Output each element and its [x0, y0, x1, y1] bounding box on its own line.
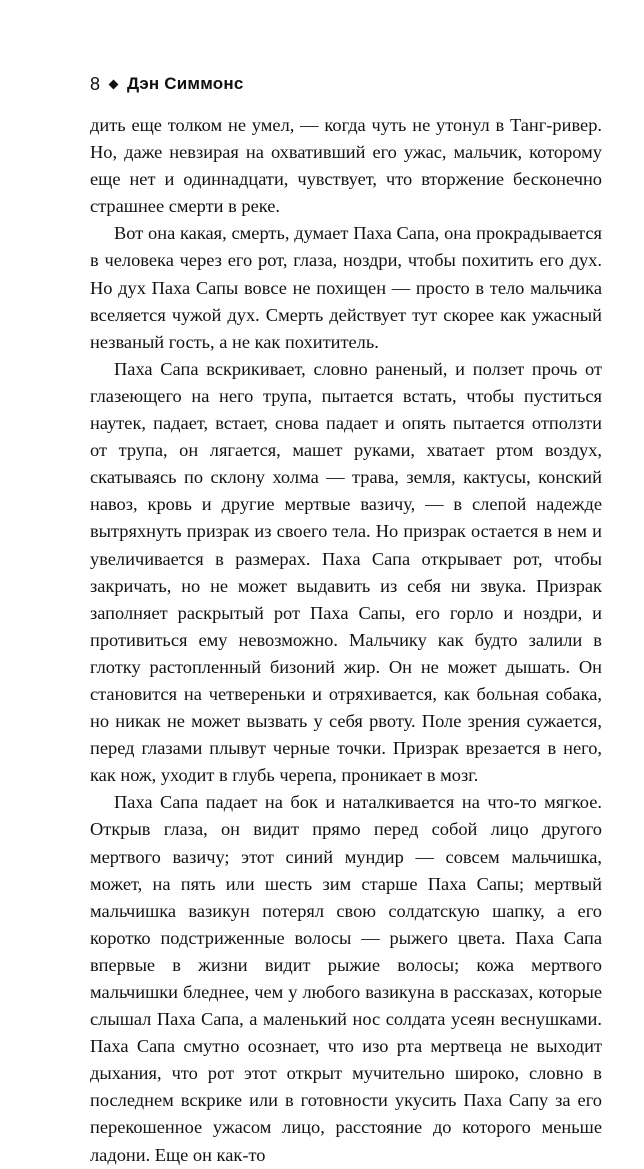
diamond-icon	[109, 79, 119, 89]
paragraph: Паха Сапа вскрикивает, словно раненый, и ползет прочь от глазеющего на него трупа, пытается встать, чтобы пуститься наутек, падает, встает, снова падает и опять пытается отползти от трупа, он лягается, машет руками, хватает ртом воздух, скатываясь по склону холма — трава, земля, кактусы, конский навоз, кровь и другие мертвые вазичу, — в слепой надежде вытряхнуть призрак из своего тела. Но призрак остается в нем и увеличивается в размерах. Паха Сапа открывает рот, чтобы закричать, но не может выдавить из себя ни звука. Призрак заполняет раскрытый рот Паха Сапы, его горло и ноздри, и противиться ему невозможно. Мальчику как будто залили в глотку растопленный бизоний жир. Он не может дышать. Он становится на четвереньки и отряхивается, как больная собака, но никак не может вызвать у себя рвоту. Поле зрения сужается, перед глазами плывут черные точки. Призрак врезается в него, как нож, уходит в глубь черепа, проникает в мозг.	[90, 358, 602, 786]
running-header	[90, 72, 243, 96]
body-text	[90, 112, 602, 1169]
paragraph: Паха Сапа падает на бок и наталкивается на что-то мягкое. Открыв глаза, он видит прямо перед собой лицо другого мертвого вазичу; этот синий мундир — совсем мальчишка, может, на пять или шесть зим старше Паха Сапы; мертвый мальчишка вазикун потерял свою солдатскую шапку, а его коротко подстриженные волосы — рыжего цвета. Паха Сапа впервые в жизни видит рыжие волосы; кожа мертвого мальчишки бледнее, чем у любого вазикуна в рассказах, которые слышал Паха Сапа, а маленький нос солдата усеян веснушками. Паха Сапа смутно осознает, что изо рта мертвеца не выходит дыхания, что рот этот открыт мучительно широко, словно в последнем вскрике или в готовности укусить Паха Сапу за его перекошенное ужасом лицо, расстояние до которого меньше ладони. Еще он как-то	[90, 792, 602, 1165]
author-name: Дэн Симмонс	[127, 74, 244, 93]
page-number: 8	[90, 73, 101, 94]
paragraph-continued: дить еще толком не умел, — когда чуть не утонул в Танг-ривер. Но, даже невзирая на охвативший его ужас, мальчик, которому еще нет и одиннадцати, чувствует, что вторжение бесконечно страшнее смерти в реке.	[90, 115, 602, 217]
paragraph: Вот она какая, смерть, думает Паха Сапа, она прокрадывается в человека через его рот, глаза, ноздри, чтобы похитить его дух. Но дух Паха Сапы вовсе не похищен — просто в тело мальчика вселяется чужой дух. Смерть действует тут скорее как ужасный незваный гость, а не как похититель.	[90, 223, 602, 352]
